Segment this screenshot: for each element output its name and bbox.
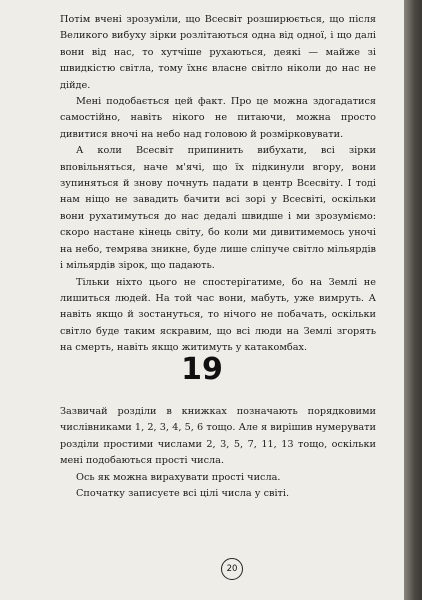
page-number: 20 (221, 558, 243, 580)
book-spine-shadow (404, 0, 422, 600)
paragraph-universe-collapse: А коли Всесвіт припинить вибухати, всі зірки вповільняться, наче м'ячі, що їх підкинули вгору, вони зупиняться й знову почнуть падати в центр Всесвіту. І тоді нам ніщо не завадить бачити всі зорі у Всесвіті, оскільки вони рухатимуться до нас дедалі швидше і ми зрозуміємо: скоро настане кінець світу, бо коли ми дивитимемось уночі на небо, темрява зникне, буде лише сліпуче світло мільярдів і мільярдів зірок, що падають. (60, 145, 376, 272)
paragraph-expanding-universe: Потім вчені зрозуміли, що Всесвіт розширюється, що після Великого вибуху зірки розлітаються одна від одної, і що далі вони від нас, то хутчіше рухаються, деякі — майже зі швидкістю світла, тому їхнє власне світло ніколи до нас не дійде. (60, 14, 376, 91)
body-text-block (60, 12, 376, 357)
paragraph-liked-fact: Мені подобається цей факт. Про це можна здогадатися самостійно, навіть нікого не питаючи, можна просто дивитися вночі на небо над головою й розмірковувати. (60, 96, 376, 140)
paragraph-nobody-watching: Тільки ніхто цього не спостерігатиме, бо на Землі не лишиться людей. На той час вони, мабуть, уже вимруть. А навіть якщо й зостануться, то нічого не побачать, оскільки світло буде таким яскравим, що всі люди на Землі згорять на смерть, навіть якщо житимуть у катакомбах. (60, 276, 376, 354)
chapter-heading: 19 (181, 352, 223, 387)
chapter-text-block (60, 404, 376, 502)
paragraph-first-step: Спочатку записуєте всі цілі числа у світі. (76, 488, 290, 500)
paragraph-how-to-compute: Ось як можна вирахувати прості числа. (76, 471, 281, 483)
paragraph-prime-chapters: Зазвичай розділи в книжках позначають порядковими числівниками 1, 2, 3, 4, 5, 6 тощо. Але я вирішив нумерувати розділи простими числами 2, 3, 5, 7, 11, 13 тощо, оскільки мені подобаються прості числа. (60, 406, 376, 467)
